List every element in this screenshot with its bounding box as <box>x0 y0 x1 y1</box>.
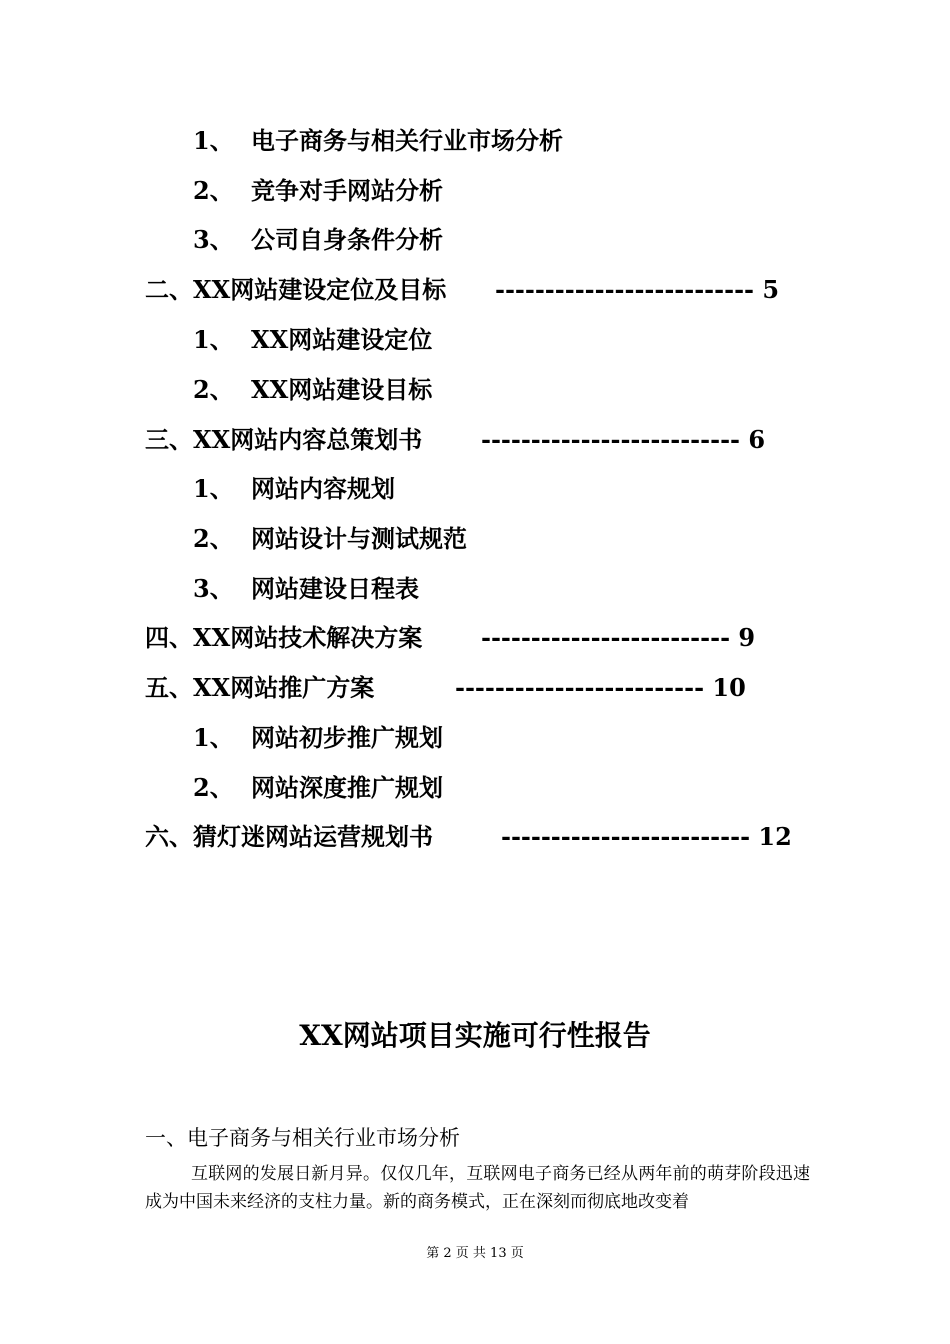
toc-entry-text: XX网站建设目标 <box>251 375 433 404</box>
page-footer: 第 2 页 共 13 页 <box>426 1246 524 1261</box>
toc-entry[interactable] <box>193 519 467 559</box>
toc-entry-number: 2、 <box>193 176 234 205</box>
toc-entry-number: 2、 <box>193 773 234 802</box>
toc-entry[interactable] <box>193 171 443 211</box>
toc-entry-text: 竞争对手网站分析 <box>251 176 443 205</box>
toc-chapter[interactable] <box>145 668 746 708</box>
toc-leader-page: -------------------------- 5 <box>495 275 780 304</box>
toc-entry[interactable] <box>193 121 563 161</box>
toc-chapter-text: 二、XX网站建设定位及目标 <box>145 275 447 304</box>
section-heading: 一、电子商务与相关行业市场分析 <box>145 1126 460 1150</box>
toc-entry-text: XX网站建设定位 <box>251 325 433 354</box>
toc-chapter[interactable] <box>145 618 756 658</box>
toc-entry-number: 2、 <box>193 524 234 553</box>
toc-leader-page: ------------------------- 9 <box>481 623 756 652</box>
toc-entry[interactable] <box>193 370 432 410</box>
toc-chapter[interactable] <box>145 817 792 857</box>
toc-chapter[interactable] <box>145 270 780 310</box>
toc-entry-text: 网站初步推广规划 <box>251 723 443 752</box>
toc-chapter-text: 四、XX网站技术解决方案 <box>145 623 423 652</box>
toc-chapter-text: 五、XX网站推广方案 <box>145 673 375 702</box>
toc-entry-text: 电子商务与相关行业市场分析 <box>251 126 563 155</box>
toc-entry-number: 1、 <box>193 126 234 155</box>
toc-entry-number: 1、 <box>193 723 234 752</box>
toc-entry[interactable] <box>193 569 419 609</box>
toc-entry[interactable] <box>193 220 443 260</box>
toc-chapter[interactable] <box>145 420 766 460</box>
toc-entry-number: 2、 <box>193 375 234 404</box>
body-paragraph: 互联网的发展日新月异。仅仅几年，互联网电子商务已经从两年前的萌芽阶段迅速成为中国未来经济的支柱力量。新的商务模式，正在深刻而彻底地改变着 <box>145 1164 810 1212</box>
toc-entry-text: 网站建设日程表 <box>251 574 419 603</box>
toc-entry-text: 公司自身条件分析 <box>251 225 443 254</box>
document-title: XX网站项目实施可行性报告 <box>299 1019 651 1052</box>
toc-chapter-text: 六、猜灯迷网站运营规划书 <box>145 822 433 851</box>
toc-entry-text: 网站深度推广规划 <box>251 773 443 802</box>
toc-entry-text: 网站内容规划 <box>251 474 395 503</box>
toc-entry-text: 网站设计与测试规范 <box>251 524 467 553</box>
toc-leader-page: -------------------------- 6 <box>481 425 766 454</box>
toc-entry-number: 1、 <box>193 325 234 354</box>
toc-entry-number: 3、 <box>193 574 234 603</box>
toc-leader-page: ------------------------- 12 <box>501 822 792 851</box>
toc-entry[interactable] <box>193 320 432 360</box>
toc-leader-page: ------------------------- 10 <box>455 673 746 702</box>
toc-entry[interactable] <box>193 469 395 509</box>
toc-entry[interactable] <box>193 718 443 758</box>
toc-chapter-text: 三、XX网站内容总策划书 <box>145 425 423 454</box>
toc-entry[interactable] <box>193 768 443 808</box>
toc-entry-number: 3、 <box>193 225 234 254</box>
toc-entry-number: 1、 <box>193 474 234 503</box>
